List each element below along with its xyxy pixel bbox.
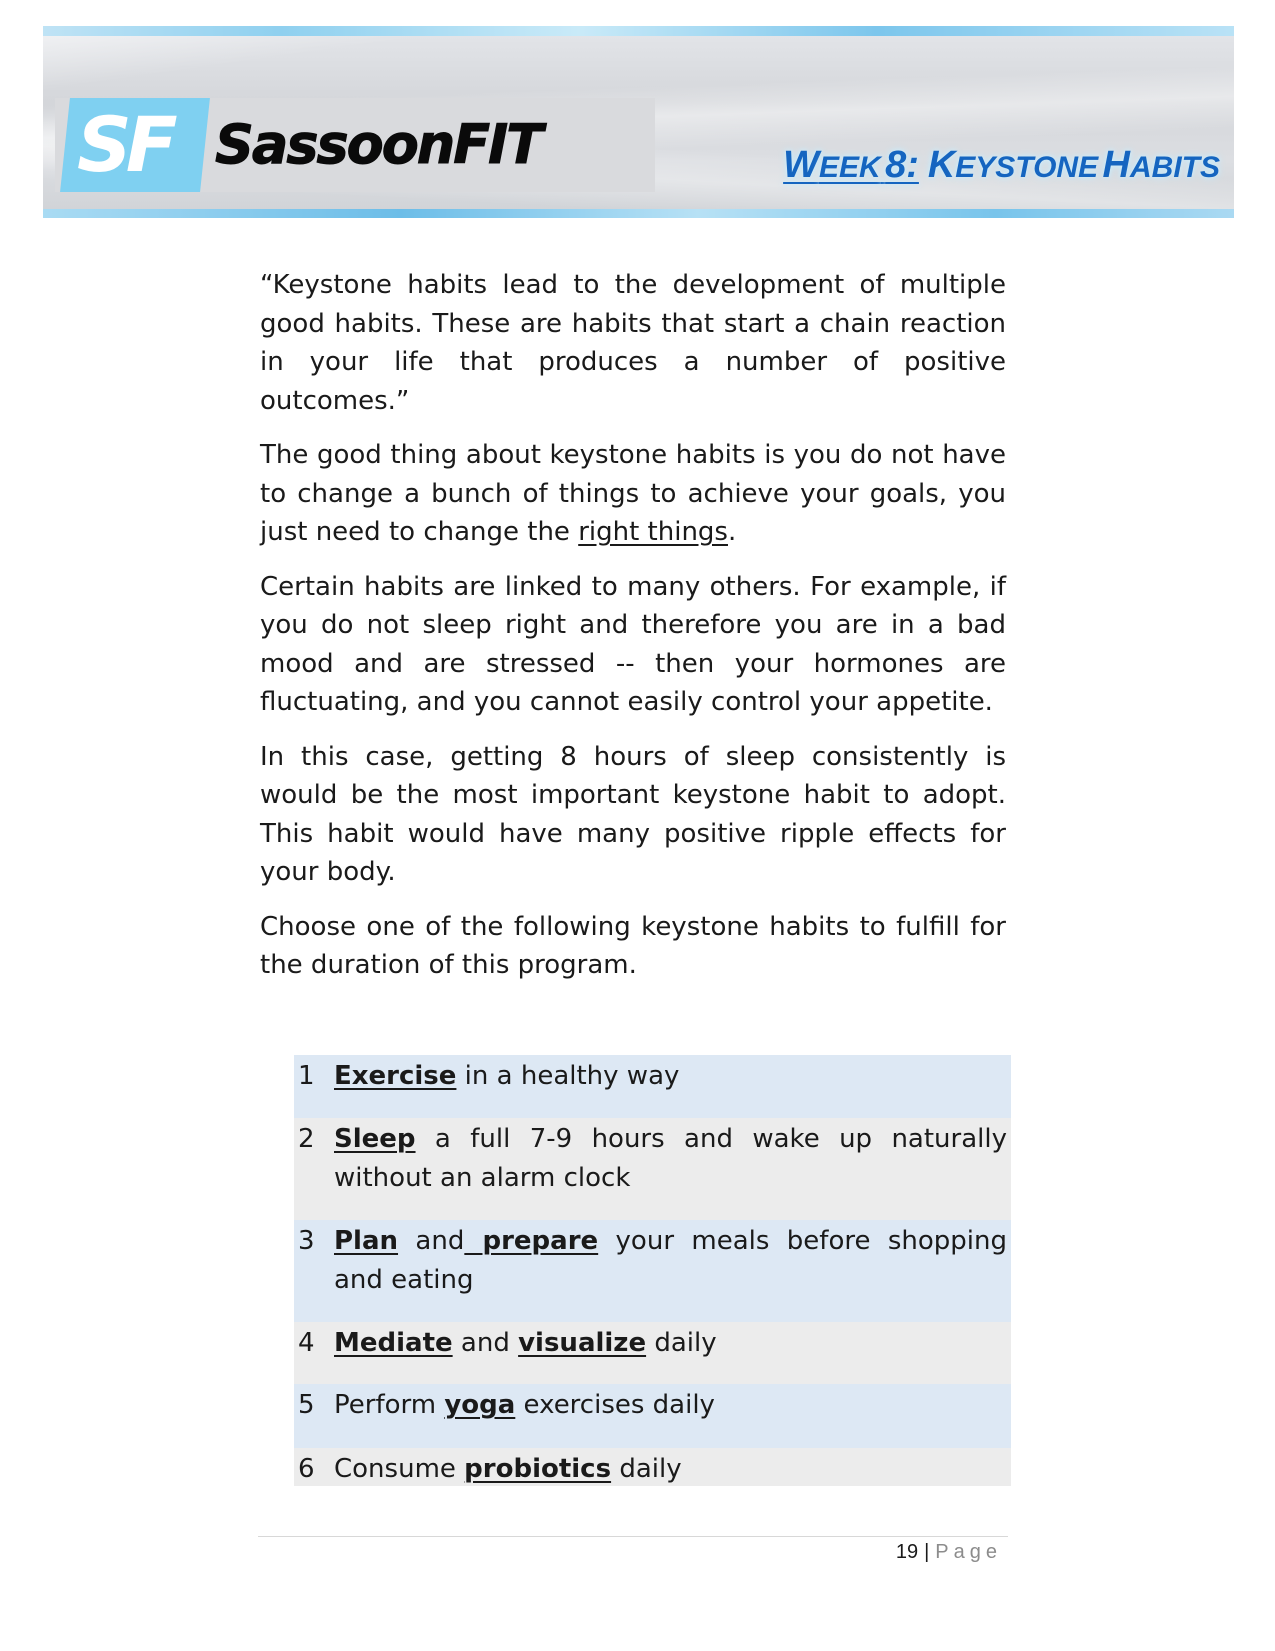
paragraph-sleep-example: In this case, getting 8 hours of sleep consistently is would be the most important keystone habit to adopt. This habit would have many positive ripple effects for your body. bbox=[260, 741, 1006, 887]
logo-initials: SF bbox=[77, 100, 172, 189]
list-item bbox=[294, 1384, 1011, 1448]
keyword: Exercise bbox=[334, 1061, 457, 1091]
list-item-text: Sleep a full 7-9 hours and wake up naturally without an alarm clock bbox=[334, 1124, 1007, 1193]
page-title bbox=[783, 144, 1220, 187]
list-item bbox=[294, 1220, 1011, 1322]
list-item bbox=[294, 1448, 1011, 1486]
keyword: prepare bbox=[464, 1226, 599, 1256]
keyword: yoga bbox=[444, 1390, 516, 1420]
banner-bottom-edge bbox=[43, 209, 1234, 218]
keyword: Sleep bbox=[334, 1124, 416, 1154]
footer-separator: | bbox=[924, 1541, 930, 1563]
page-footer bbox=[896, 1538, 1002, 1566]
sassoonfit-logo bbox=[55, 98, 655, 192]
list-item-text: Plan and prepare your meals before shopping and eating bbox=[334, 1226, 1007, 1295]
week-label-initial: W bbox=[783, 144, 819, 186]
keyword: visualize bbox=[518, 1328, 647, 1358]
list-item-text: Perform yoga exercises daily bbox=[334, 1390, 715, 1420]
list-item bbox=[294, 1055, 1011, 1118]
paragraph-linked-habits: Certain habits are linked to many others. For example, if you do not sleep right and therefore you are in a bad mood and are stressed -- then your hormones are fluctuating, and you cannot easily control your appetite. bbox=[260, 571, 1006, 717]
keyword: Plan bbox=[334, 1226, 399, 1256]
right-things-text: right things bbox=[578, 517, 728, 547]
keyword: probiotics bbox=[464, 1454, 612, 1484]
page-word: Page bbox=[935, 1541, 1002, 1563]
banner-top-edge bbox=[43, 26, 1234, 36]
quote-paragraph: “Keystone habits lead to the development of multiple good habits. These are habits that start a chain reaction in your life that produces a number of positive outcomes.” bbox=[260, 270, 1006, 416]
footer-divider bbox=[258, 1536, 1008, 1537]
list-item-number: 6 bbox=[298, 1454, 315, 1484]
week-number: 8: bbox=[885, 144, 919, 186]
paragraph-choose: Choose one of the following keystone habits to fulfill for the duration of this program. bbox=[260, 911, 1006, 980]
page-number: 19 bbox=[895, 1541, 919, 1563]
list-item-number: 3 bbox=[298, 1226, 315, 1256]
list-item-text: Consume probiotics daily bbox=[334, 1454, 682, 1484]
title-k: K bbox=[927, 144, 956, 186]
header-banner bbox=[43, 26, 1234, 218]
title-h: H bbox=[1102, 144, 1130, 186]
habit-list bbox=[294, 1055, 1011, 1486]
list-item-number: 2 bbox=[298, 1124, 315, 1154]
keyword: Mediate bbox=[334, 1328, 453, 1358]
list-item bbox=[294, 1118, 1011, 1220]
list-item bbox=[294, 1322, 1011, 1384]
title-k-rest: EYSTONE bbox=[955, 151, 1099, 184]
logo-wordmark: SassoonFIT bbox=[215, 113, 542, 176]
paragraph-right-things bbox=[260, 436, 1006, 552]
p2-text: The good thing about keystone habits is you do not have to change a bunch of things to achieve your goals, you just need to change the bbox=[260, 440, 1006, 547]
list-item-number: 1 bbox=[298, 1061, 315, 1091]
list-item-number: 4 bbox=[298, 1328, 315, 1358]
body-text bbox=[260, 266, 1006, 1001]
list-item-text: Exercise in a healthy way bbox=[334, 1061, 680, 1091]
title-h-rest: ABITS bbox=[1130, 151, 1220, 184]
week-label-rest: EEK bbox=[818, 151, 881, 184]
list-item-text: Mediate and visualize daily bbox=[334, 1328, 717, 1358]
p2-end: . bbox=[727, 517, 737, 547]
list-item-number: 5 bbox=[298, 1390, 315, 1420]
